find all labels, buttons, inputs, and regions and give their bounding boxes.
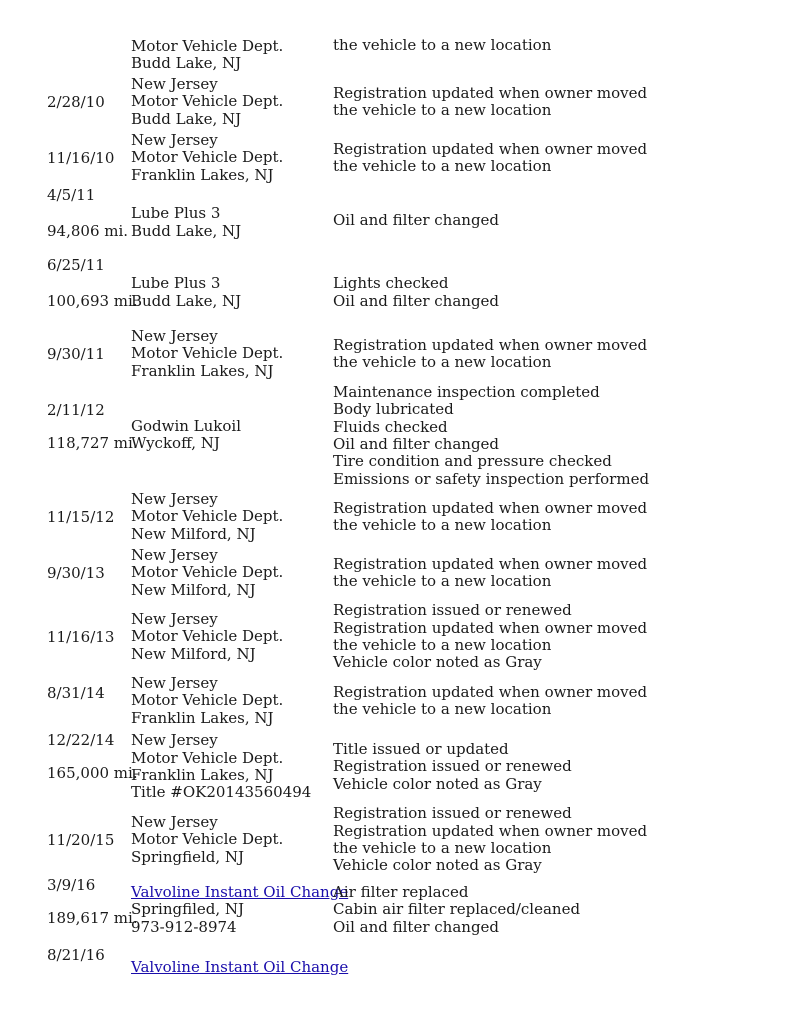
source-link[interactable]: Valvoline Instant Oil Change	[131, 958, 349, 976]
history-record	[0, 383, 791, 489]
record-date-cell	[47, 186, 131, 240]
source-line: Wyckoff, NJ	[131, 434, 220, 453]
record-details	[333, 131, 773, 185]
record-mileage: 118,727 mi.	[47, 434, 138, 452]
record-date: 3/9/16	[47, 876, 96, 894]
detail-line: Title issued or updated	[333, 739, 509, 758]
source-line: Motor Vehicle Dept.	[131, 627, 284, 646]
source-line: New Jersey	[131, 74, 218, 93]
detail-line: Oil and filter changed	[333, 917, 500, 936]
record-date-cell	[47, 256, 138, 310]
record-date: 8/21/16	[47, 946, 105, 964]
record-details	[333, 186, 773, 240]
source-line: New Jersey	[131, 609, 218, 628]
record-date: 8/31/14	[47, 684, 105, 702]
record-source	[131, 876, 349, 940]
source-line: Springfield, NJ	[131, 847, 245, 866]
source-line: Motor Vehicle Dept.	[131, 748, 284, 767]
record-date-cell	[47, 546, 131, 600]
detail-line: the vehicle to a new location	[333, 353, 552, 371]
record-date: 2/11/12	[47, 401, 105, 419]
record-source	[131, 186, 331, 240]
source-line: Franklin Lakes, NJ	[131, 708, 274, 727]
source-line: Motor Vehicle Dept.	[131, 563, 284, 582]
source-line: Motor Vehicle Dept.	[131, 507, 284, 526]
detail-line: Oil and filter changed	[333, 435, 500, 453]
record-date-cell	[47, 490, 131, 544]
detail-line: Vehicle color noted as Gray	[333, 774, 542, 793]
record-mileage: 189,617 mi.	[47, 909, 138, 927]
history-record	[0, 804, 791, 876]
detail-line: the vehicle to a new location	[333, 36, 552, 54]
detail-line: Maintenance inspection completed	[333, 382, 600, 401]
record-date: 6/25/11	[47, 256, 105, 274]
detail-line: the vehicle to a new location	[333, 157, 552, 175]
detail-line: Fluids checked	[333, 417, 448, 436]
source-line: Lube Plus 3	[131, 204, 221, 223]
history-record	[0, 186, 791, 240]
detail-line: the vehicle to a new location	[333, 636, 552, 654]
source-line: Title #OK20143560494	[131, 783, 312, 802]
detail-line: Registration updated when owner moved	[333, 498, 648, 517]
source-line: Motor Vehicle Dept.	[131, 691, 284, 710]
record-details	[333, 256, 773, 310]
source-line: Franklin Lakes, NJ	[131, 165, 274, 184]
source-line: Motor Vehicle Dept.	[131, 148, 284, 167]
record-source	[131, 131, 331, 185]
source-line: Budd Lake, NJ	[131, 221, 242, 240]
record-source	[131, 731, 331, 803]
record-details	[333, 75, 773, 129]
record-details	[333, 546, 773, 600]
detail-line: Body lubricated	[333, 400, 454, 419]
record-details	[333, 601, 773, 673]
source-line: Budd Lake, NJ	[131, 291, 242, 310]
history-record	[0, 37, 791, 73]
detail-line: the vehicle to a new location	[333, 101, 552, 119]
source-line: Motor Vehicle Dept.	[131, 344, 284, 363]
detail-line: Registration updated when owner moved	[333, 821, 648, 840]
record-source	[131, 37, 331, 73]
source-line: New Jersey	[131, 326, 218, 345]
detail-line: Oil and filter changed	[333, 211, 500, 230]
record-details	[333, 383, 773, 489]
record-date: 9/30/11	[47, 345, 105, 363]
record-date: 4/5/11	[47, 186, 96, 204]
detail-line: Vehicle color noted as Gray	[333, 653, 542, 672]
detail-line: Registration updated when owner moved	[333, 554, 648, 573]
record-date-cell	[47, 876, 138, 940]
detail-line: Registration updated when owner moved	[333, 83, 648, 102]
detail-line: Cabin air filter replaced/cleaned	[333, 900, 581, 919]
history-record	[0, 546, 791, 600]
record-date-cell	[47, 946, 131, 986]
record-source	[131, 601, 331, 673]
source-line: Motor Vehicle Dept.	[131, 36, 284, 55]
record-details	[333, 490, 773, 544]
record-date-cell	[47, 731, 138, 803]
source-line: New Jersey	[131, 489, 218, 508]
source-line: New Jersey	[131, 130, 218, 149]
record-source	[131, 946, 349, 986]
detail-line: the vehicle to a new location	[333, 700, 552, 718]
record-date: 9/30/13	[47, 564, 105, 582]
record-date: 12/22/14	[47, 731, 115, 749]
detail-line: Oil and filter changed	[333, 291, 500, 310]
source-line: Franklin Lakes, NJ	[131, 766, 274, 784]
source-line: Motor Vehicle Dept.	[131, 830, 284, 849]
history-record	[0, 946, 791, 986]
record-date: 11/16/10	[47, 149, 115, 167]
record-date-cell	[47, 383, 138, 489]
history-record	[0, 327, 791, 381]
record-details	[333, 876, 773, 940]
source-line: New Jersey	[131, 812, 218, 831]
record-date: 2/28/10	[47, 93, 105, 111]
detail-line: Registration updated when owner moved	[333, 618, 648, 637]
history-record	[0, 601, 791, 673]
source-line: Motor Vehicle Dept.	[131, 92, 284, 111]
history-record	[0, 731, 791, 803]
detail-line: Tire condition and pressure checked	[333, 452, 612, 471]
record-mileage: 94,806 mi.	[47, 222, 129, 240]
detail-line: Registration updated when owner moved	[333, 682, 648, 701]
record-source	[131, 674, 331, 728]
detail-line: Registration issued or renewed	[333, 757, 572, 776]
record-date-cell	[47, 804, 131, 876]
source-line: Budd Lake, NJ	[131, 109, 242, 128]
source-line: Budd Lake, NJ	[131, 54, 242, 72]
detail-line: Registration updated when owner moved	[333, 139, 648, 158]
record-source	[131, 804, 331, 876]
source-line: 973-912-8974	[131, 917, 237, 936]
record-details	[333, 37, 773, 73]
record-date-cell	[47, 131, 131, 185]
source-line: Godwin Lukoil	[131, 417, 242, 435]
history-record	[0, 876, 791, 940]
record-date: 11/15/12	[47, 508, 115, 526]
detail-line: Registration issued or renewed	[333, 804, 572, 823]
history-record	[0, 490, 791, 544]
source-line: New Jersey	[131, 731, 218, 750]
history-record	[0, 256, 791, 310]
history-record	[0, 75, 791, 129]
record-date-cell	[47, 327, 131, 381]
source-line: New Milford, NJ	[131, 644, 256, 663]
record-source	[131, 383, 331, 489]
detail-line: Lights checked	[333, 274, 449, 293]
record-date-cell	[47, 674, 131, 728]
record-date: 11/20/15	[47, 831, 115, 849]
detail-line: Vehicle color noted as Gray	[333, 856, 542, 875]
source-line: New Milford, NJ	[131, 580, 256, 599]
detail-line: the vehicle to a new location	[333, 839, 552, 857]
source-line: New Milford, NJ	[131, 524, 256, 543]
detail-line: the vehicle to a new location	[333, 516, 552, 534]
source-line: Springfiled, NJ	[131, 900, 245, 919]
record-date-cell	[47, 601, 131, 673]
record-date-cell	[47, 75, 131, 129]
detail-line: Registration updated when owner moved	[333, 335, 648, 354]
detail-line: Registration issued or renewed	[333, 601, 572, 620]
source-line: New Jersey	[131, 673, 218, 692]
record-source	[131, 490, 331, 544]
source-line: New Jersey	[131, 545, 218, 564]
record-mileage: 165,000 mi.	[47, 764, 138, 782]
record-source	[131, 546, 331, 600]
source-line: Franklin Lakes, NJ	[131, 361, 274, 380]
history-record	[0, 674, 791, 728]
record-details	[333, 327, 773, 381]
detail-line: Air filter replaced	[333, 883, 469, 901]
record-mileage: 100,693 mi.	[47, 292, 138, 310]
record-date: 11/16/13	[47, 628, 115, 646]
record-details	[333, 674, 773, 728]
record-details	[333, 731, 773, 803]
record-source	[131, 256, 331, 310]
detail-line: the vehicle to a new location	[333, 572, 552, 590]
history-record	[0, 131, 791, 185]
record-source	[131, 75, 331, 129]
record-source	[131, 327, 331, 381]
source-line: Lube Plus 3	[131, 274, 221, 293]
detail-line: Emissions or safety inspection performed	[333, 469, 650, 488]
record-details	[333, 804, 773, 876]
source-link[interactable]: Valvoline Instant Oil Change	[131, 883, 349, 901]
